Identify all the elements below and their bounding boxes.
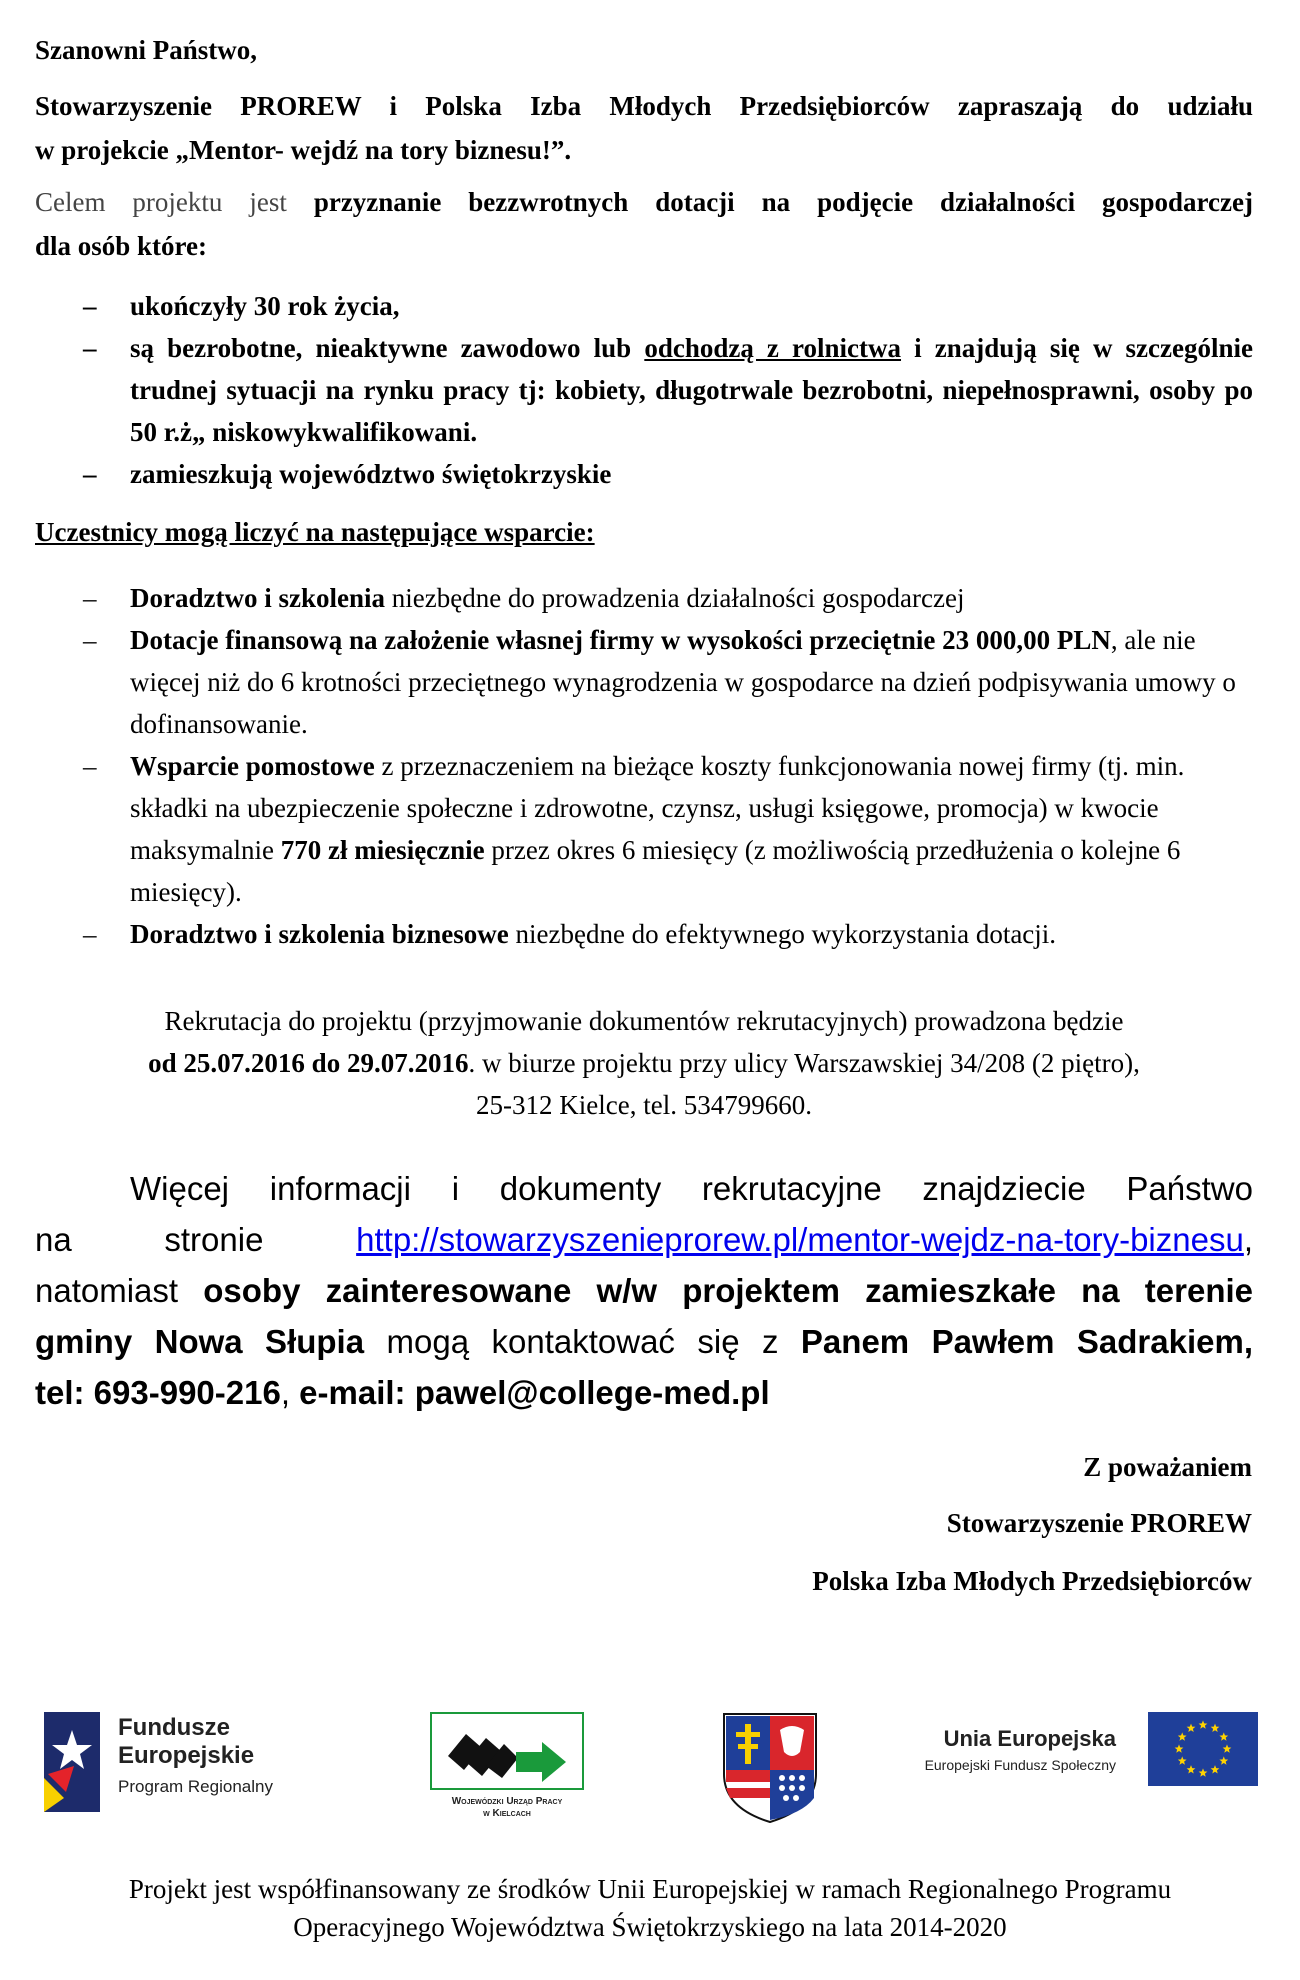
ue-subtitle: Europejski Fundusz Społeczny [924, 1757, 1116, 1773]
fe-title-1: Fundusze [118, 1714, 230, 1741]
criteria-list [35, 285, 1253, 495]
closing-regards: Z poważaniem [1083, 1452, 1252, 1482]
contact-phone: tel: 693-990-216 [35, 1374, 281, 1411]
intro-line-1: Stowarzyszenie PROREW i Polska Izba Młodych Przedsiębiorców zapraszają do udziału [35, 91, 1253, 121]
fundusze-europejskie-logo [44, 1712, 334, 1812]
goal-p3: na [761, 187, 791, 217]
fundusze-europejskie-star-icon [44, 1712, 100, 1812]
greeting: Szanowni Państwo, [35, 35, 258, 65]
more-info-paragraph: Więcej informacji i dokumenty rekrutacyjne znajdziecie Państwo na stronie http://stowarzyszenieprorew.pl/mentor-wejdz-na-tory-biznesu, natomiast osoby zainteresowane w/w projektem zamieszkałe na terenie gminy Nowa Słupia mogą kontaktować się z Panem Pawłem Sadrakiem, tel: 693-990-216, e-mail: pawel@college-med.pl [35, 1170, 1254, 1411]
fe-subtitle: Program Regionalny [118, 1777, 273, 1796]
recruitment-line-2: od 25.07.2016 do 29.07.2016. w biurze projektu przy ulicy Warszawskiej 34/208 (2 piętro), [148, 1048, 1140, 1078]
swietokrzyskie-coat-of-arms [722, 1712, 818, 1824]
wup-city: w Kielcach [483, 1808, 531, 1819]
goal-p2: bezzwrotnych dotacji [468, 187, 735, 217]
goal-paragraph [35, 180, 1253, 268]
support-item: – Doradztwo i szkolenia biznesowe niezbędne do efektywnego wykorzystania dotacji. [35, 913, 1253, 955]
criteria-item: – zamieszkują województwo świętokrzyskie [35, 453, 1253, 495]
recruitment-line-1: Rekrutacja do projektu (przyjmowanie dokumentów rekrutacyjnych) prowadzona będzie [164, 1006, 1124, 1036]
closing-org-2: Polska Izba Młodych Przedsiębiorców [812, 1566, 1252, 1596]
project-website-link[interactable]: http://stowarzyszenieprorew.pl/mentor-wejdz-na-tory-biznesu [356, 1221, 1244, 1258]
ue-title: Unia Europejska [943, 1726, 1116, 1751]
contact-email: e-mail: pawel@college-med.pl [299, 1374, 770, 1411]
logo-bar [0, 1700, 1300, 1840]
wup-name: Wojewódzki Urząd Pracy [451, 1796, 563, 1807]
criteria-item: – są bezrobotne, nieaktywne zawodowo lub odchodzą z rolnictwa i znajdują się w szczególnie trudnej sytuacji na rynku pracy tj: kobiety, długotrwale bezrobotni, niepełnosprawni, osoby po 50 r.ż„ niskowykwalifikowani. [35, 327, 1253, 453]
unia-europejska-logo [924, 1712, 1266, 1792]
footer-line-1: Projekt jest współfinansowany ze środków Unii Europejskiej w ramach Regionalnego Programu [128, 1874, 1172, 1904]
closing-org-1: Stowarzyszenie PROREW [946, 1508, 1252, 1538]
goal-lead: Celem projektu jest [35, 187, 287, 217]
recruitment-line-3: 25-312 Kielce, tel. 534799660. [476, 1090, 812, 1120]
support-item: – Wsparcie pomostowe z przeznaczeniem na bieżące koszty funkcjonowania nowej firmy (tj. min. składki na ubezpieczenie społeczne i zdrowotne, czynsz, usługi księgowe, promocja) w kwocie maksymalnie 770 zł miesięcznie przez okres 6 miesięcy (z możliwością przedłużenia o kolejne 6 miesięcy). [35, 745, 1253, 913]
goal-line-2: dla osób które: [35, 231, 208, 261]
coat-of-arms-icon [722, 1712, 818, 1824]
criteria-item: – ukończyły 30 rok życia, [35, 285, 1253, 327]
goal-p4: podjęcie działalności gospodarczej [817, 187, 1253, 217]
interested-persons: osoby zainteresowane w/w projektem zamieszkałe na terenie [203, 1272, 1254, 1309]
more-info-line-1: Więcej informacji i dokumenty rekrutacyjne znajdziecie Państwo [130, 1170, 1253, 1207]
intro-paragraph [35, 84, 1253, 172]
footer-line-2: Operacyjnego Województwa Świętokrzyskiego na lata 2014-2020 [293, 1912, 1007, 1942]
fe-title-2: Europejskie [118, 1742, 255, 1769]
support-heading: Uczestnicy mogą liczyć na następujące wsparcie: [35, 517, 595, 547]
wup-arrow-icon [430, 1712, 584, 1790]
intro-line-2: w projekcie „Mentor- wejdź na tory biznesu!”. [35, 135, 572, 165]
contact-person: Panem Pawłem Sadrakiem, [800, 1323, 1254, 1360]
underlined-phrase: odchodzą z rolnictwa [644, 333, 902, 363]
eu-flag-icon [1148, 1712, 1258, 1786]
recruitment-info [35, 1000, 1253, 1126]
support-item: – Dotacje finansową na założenie własnej firmy w wysokości przeciętnie 23 000,00 PLN, ale nie więcej niż do 6 krotności przeciętnego wynagrodzenia w gospodarce na dzień podpisywania umowy o dofinansowanie. [35, 619, 1253, 745]
support-item: – Doradztwo i szkolenia niezbędne do prowadzenia działalności gospodarczej [35, 577, 1253, 619]
footer-note [0, 1870, 1300, 1946]
support-list [35, 577, 1253, 955]
wup-kielce-logo [430, 1712, 584, 1832]
goal-p1: przyznanie [313, 187, 442, 217]
